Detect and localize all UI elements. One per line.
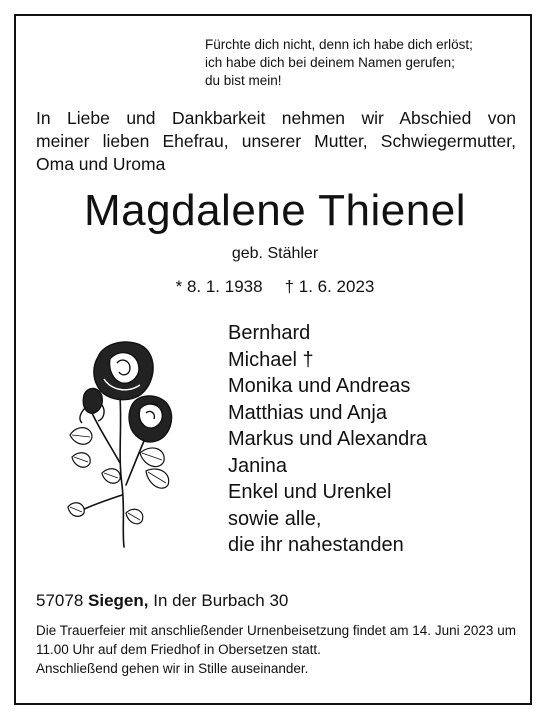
maiden-name: geb. Stähler [231,245,319,262]
death-date: † 1. 6. 2023 [284,277,375,296]
mourner-item: Markus und Alexandra [228,428,428,450]
intro-line: In Liebe und Dankbarkeit nehmen wir Abschied von [36,108,516,128]
funeral-notice [36,621,516,678]
mourner-item: die ihr nahestanden [228,534,404,556]
mourner-item: sowie alle, [228,507,322,530]
mourner-item: Monika und Andreas [228,375,411,397]
bible-verse [205,36,525,90]
address-zip: 57078 [36,591,84,610]
closing-note: Anschließend gehen wir in Stille auseinander. [36,661,309,676]
intro-line: Oma und Uroma [36,154,166,174]
rose-icon [62,335,180,550]
life-dates [0,276,550,298]
address-city: Siegen, [88,591,149,610]
verse-line: Fürchte dich nicht, denn ich habe dich erlöst; [205,37,473,52]
funeral-details: Die Trauerfeier mit anschließender Urnenbeisetzung findet am 14. Juni 2023 um 11.00 Uhr auf dem Friedhof in Obersetzen statt. [36,623,516,657]
mourner-item: Matthias und Anja [228,401,387,424]
verse-line: ich habe dich bei deinem Namen gerufen; [205,55,455,70]
intro-line: meiner lieben Ehefrau, unserer Mutter, Schwiegermutter, [36,131,516,151]
birth-date: * 8. 1. 1938 [175,277,263,296]
mourner-item: Enkel und Urenkel [228,481,392,503]
address [36,590,516,612]
intro-text [36,107,516,176]
verse-line: du bist mein! [205,73,282,88]
mourner-item: Bernhard [228,322,311,344]
mourner-item: Janina [228,454,287,477]
deceased-name: Magdalene Thienel [84,186,466,235]
address-street: In der Burbach 30 [153,591,289,610]
mourners-list [228,320,528,559]
mourner-item: Michael † [228,348,314,371]
